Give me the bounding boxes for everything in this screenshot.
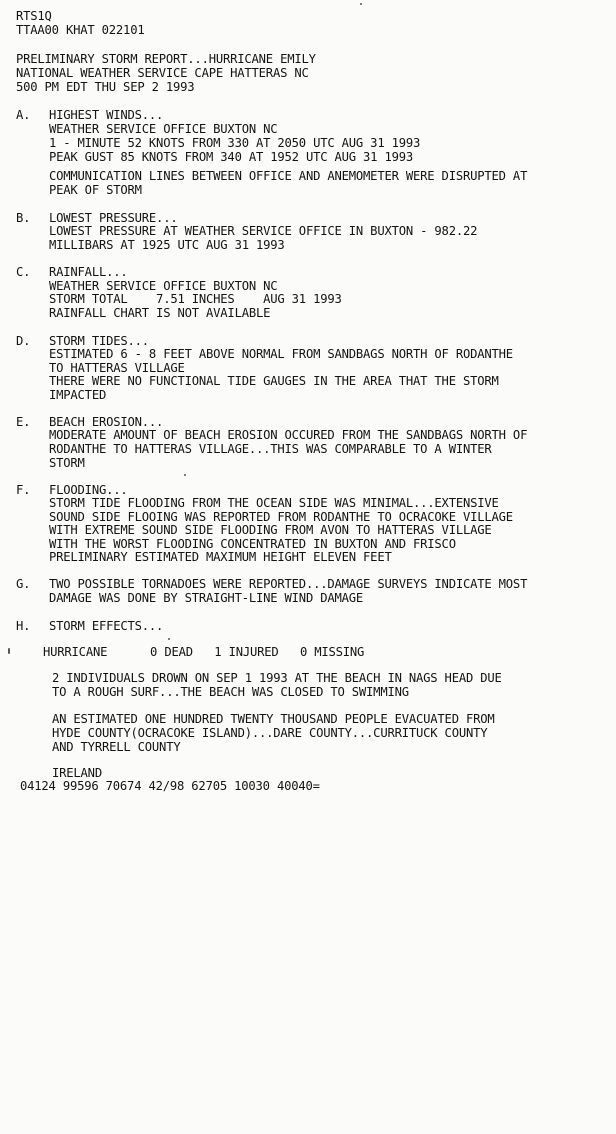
section-a-line: COMMUNICATION LINES BETWEEN OFFICE AND ANEMOMETER WERE DISRUPTED AT: [49, 169, 528, 183]
section-b-line: LOWEST PRESSURE...: [49, 211, 178, 225]
section-d-line: TO HATTERAS VILLAGE: [49, 361, 185, 375]
report-title: PRELIMINARY STORM REPORT...HURRICANE EMILY: [16, 52, 316, 66]
section-c-line: RAINFALL CHART IS NOT AVAILABLE: [49, 306, 271, 320]
section-f-line: STORM TIDE FLOODING FROM THE OCEAN SIDE WAS MINIMAL...EXTENSIVE: [49, 496, 499, 510]
section-d-line: IMPACTED: [49, 388, 107, 402]
effects-paragraph-1-line: TO A ROUGH SURF...THE BEACH WAS CLOSED TO SWIMMING: [52, 685, 409, 699]
section-b-label: B.: [16, 211, 31, 225]
section-c-label: C.: [16, 265, 31, 279]
section-c-line: STORM TOTAL 7.51 INCHES AUG 31 1993: [49, 292, 342, 306]
section-e-line: STORM: [49, 456, 85, 470]
section-f-label: F.: [16, 483, 31, 497]
section-a-line: 1 - MINUTE 52 KNOTS FROM 330 AT 2050 UTC AUG 31 1993: [49, 136, 421, 150]
section-f-line: WITH THE WORST FLOODING CONCENTRATED IN BUXTON AND FRISCO: [49, 537, 456, 551]
section-a-label: A.: [16, 108, 31, 122]
scan-speck: [360, 3, 362, 5]
section-e-label: E.: [16, 415, 31, 429]
section-f-line: WITH EXTREME SOUND SIDE FLOODING FROM AVON TO HATTERAS VILLAGE: [49, 523, 492, 537]
section-c-line: WEATHER SERVICE OFFICE BUXTON NC: [49, 279, 278, 293]
section-h-label: H.: [16, 619, 31, 633]
closing-word: IRELAND: [52, 766, 102, 780]
scan-speck: [168, 638, 170, 640]
effects-paragraph-1-line: 2 INDIVIDUALS DROWN ON SEP 1 1993 AT THE BEACH IN NAGS HEAD DUE: [52, 671, 502, 685]
effects-paragraph-2-line: AN ESTIMATED ONE HUNDRED TWENTY THOUSAND PEOPLE EVACUATED FROM: [52, 712, 495, 726]
scan-speck: [8, 648, 10, 654]
section-f-line: SOUND SIDE FLOOING WAS REPORTED FROM RODANTHE TO OCRACOKE VILLAGE: [49, 510, 513, 524]
section-d-label: D.: [16, 334, 31, 348]
section-b-line: MILLIBARS AT 1925 UTC AUG 31 1993: [49, 238, 285, 252]
section-a-line: HIGHEST WINDS...: [49, 108, 164, 122]
issue-time: 500 PM EDT THU SEP 2 1993: [16, 80, 195, 94]
issuing-office: NATIONAL WEATHER SERVICE CAPE HATTERAS NC: [16, 66, 309, 80]
scan-speck: [184, 474, 186, 476]
section-a-line: PEAK OF STORM: [49, 183, 142, 197]
wmo-line-1: RTS1Q: [16, 9, 52, 23]
effects-paragraph-2-line: HYDE COUNTY(OCRACOKE ISLAND)...DARE COUNTY...CURRITUCK COUNTY: [52, 726, 488, 740]
section-g-line: DAMAGE WAS DONE BY STRAIGHT-LINE WIND DAMAGE: [49, 591, 364, 605]
section-a-line: PEAK GUST 85 KNOTS FROM 340 AT 1952 UTC AUG 31 1993: [49, 150, 414, 164]
section-h-line: STORM EFFECTS...: [49, 619, 164, 633]
section-d-line: ESTIMATED 6 - 8 FEET ABOVE NORMAL FROM SANDBAGS NORTH OF RODANTHE: [49, 347, 513, 361]
section-a-line: WEATHER SERVICE OFFICE BUXTON NC: [49, 122, 278, 136]
section-b-line: LOWEST PRESSURE AT WEATHER SERVICE OFFICE IN BUXTON - 982.22: [49, 224, 478, 238]
section-d-line: THERE WERE NO FUNCTIONAL TIDE GAUGES IN THE AREA THAT THE STORM: [49, 374, 499, 388]
section-f-line: FLOODING...: [49, 483, 128, 497]
section-e-line: MODERATE AMOUNT OF BEACH EROSION OCCURED FROM THE SANDBAGS NORTH OF: [49, 428, 528, 442]
section-g-label: G.: [16, 577, 31, 591]
coded-data-line: 04124 99596 70674 42/98 62705 10030 40040=: [20, 779, 320, 793]
wmo-line-2: TTAA00 KHAT 022101: [16, 23, 145, 37]
section-g-line: TWO POSSIBLE TORNADOES WERE REPORTED...DAMAGE SURVEYS INDICATE MOST: [49, 577, 528, 591]
section-f-line: PRELIMINARY ESTIMATED MAXIMUM HEIGHT ELEVEN FEET: [49, 550, 392, 564]
section-e-line: BEACH EROSION...: [49, 415, 164, 429]
casualties-line: HURRICANE 0 DEAD 1 INJURED 0 MISSING: [43, 645, 365, 659]
section-e-line: RODANTHE TO HATTERAS VILLAGE...THIS WAS COMPARABLE TO A WINTER: [49, 442, 492, 456]
effects-paragraph-2-line: AND TYRRELL COUNTY: [52, 740, 181, 754]
section-c-line: RAINFALL...: [49, 265, 128, 279]
section-d-line: STORM TIDES...: [49, 334, 149, 348]
